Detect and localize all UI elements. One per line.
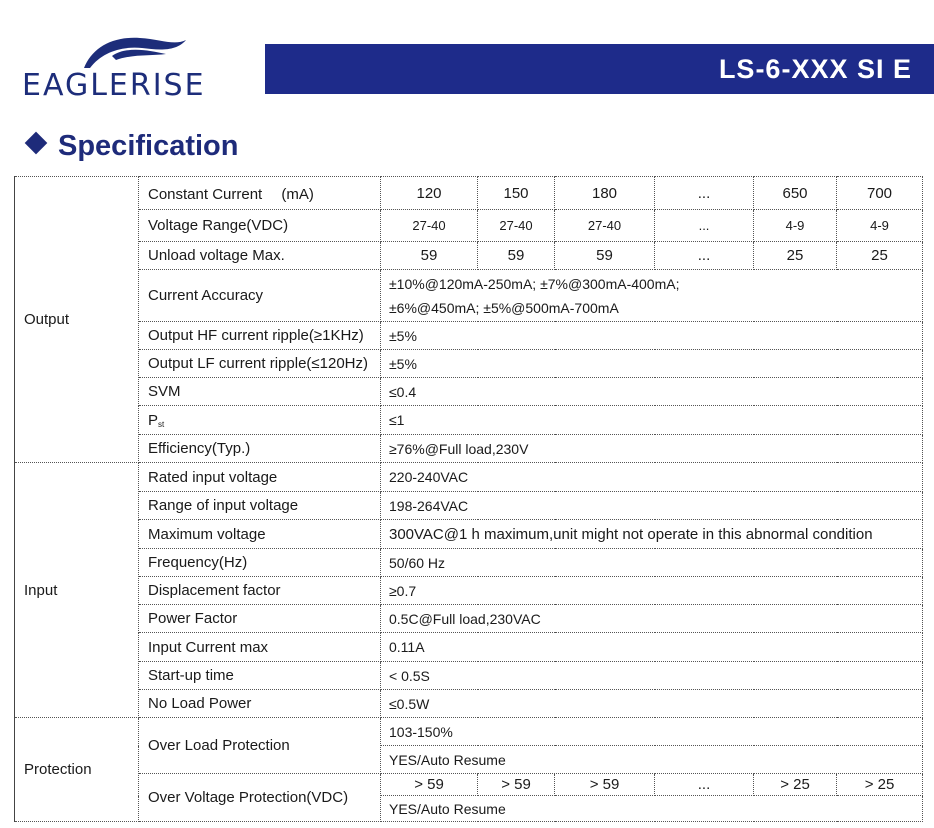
eagle-wing-icon: [82, 34, 192, 70]
cell-value: > 59: [381, 774, 478, 796]
cell-value: 4-9: [837, 210, 923, 242]
table-row: [15, 520, 923, 549]
table-row: [15, 210, 923, 242]
cell-value: YES/Auto Resume: [381, 746, 923, 774]
cell-value: 27-40: [555, 210, 655, 242]
param-label: Constant Current (mA): [139, 177, 381, 210]
cell-value: ±5%: [381, 350, 923, 378]
table-row: [15, 605, 923, 633]
cell-value: > 25: [837, 774, 923, 796]
param-label: Start-up time: [139, 662, 381, 690]
param-label: Output HF current ripple(≥1KHz): [139, 322, 381, 350]
table-row: [15, 435, 923, 463]
cell-value: 25: [754, 242, 837, 270]
diamond-bullet-icon: [25, 132, 48, 155]
cell-value: ...: [655, 177, 754, 210]
company-logo: [22, 34, 222, 103]
table-row: [15, 774, 923, 796]
category-output: Output: [15, 177, 139, 463]
table-row: [15, 378, 923, 406]
model-banner: [265, 44, 934, 94]
category-protection: Protection: [15, 718, 139, 822]
table-row: [15, 549, 923, 577]
param-label: Range of input voltage: [139, 492, 381, 520]
cell-value: 27-40: [478, 210, 555, 242]
category-input: Input: [15, 463, 139, 718]
cell-value: 650: [754, 177, 837, 210]
cell-value: ≥0.7: [381, 577, 923, 605]
table-row: [15, 633, 923, 662]
accuracy-line-1: ±10%@120mA-250mA; ±7%@300mA-400mA;: [389, 275, 680, 292]
current-accuracy-value: [381, 270, 923, 322]
cell-value: 0.11A: [381, 633, 923, 662]
cell-value: 50/60 Hz: [381, 549, 923, 577]
param-label: Over Voltage Protection(VDC): [139, 774, 381, 822]
param-label: Over Load Protection: [139, 718, 381, 774]
param-label: Displacement factor: [139, 577, 381, 605]
cell-value: 300VAC@1 h maximum,unit might not operate in this abnormal condition: [381, 520, 923, 549]
cell-value: 180: [555, 177, 655, 210]
cell-value: ±5%: [381, 322, 923, 350]
table-row: [15, 242, 923, 270]
cell-value: 0.5C@Full load,230VAC: [381, 605, 923, 633]
param-label: Current Accuracy: [139, 270, 381, 322]
param-label: Frequency(Hz): [139, 549, 381, 577]
cell-value: ...: [655, 774, 754, 796]
cell-value: 59: [478, 242, 555, 270]
param-label: Input Current max: [139, 633, 381, 662]
table-row: [15, 718, 923, 746]
cell-value: 700: [837, 177, 923, 210]
table-row: [15, 492, 923, 520]
param-label: SVM: [139, 378, 381, 406]
table-row: [15, 350, 923, 378]
table-row: [15, 577, 923, 605]
accuracy-line-2: ±6%@450mA; ±5%@500mA-700mA: [389, 299, 619, 316]
cell-value: 103-150%: [381, 718, 923, 746]
param-label: Rated input voltage: [139, 463, 381, 492]
table-row: [15, 662, 923, 690]
cell-value: ≤0.4: [381, 378, 923, 406]
cell-value: 198-264VAC: [381, 492, 923, 520]
cell-value: 59: [381, 242, 478, 270]
table-row: [15, 177, 923, 210]
param-label: Efficiency(Typ.): [139, 435, 381, 463]
cell-value: 59: [555, 242, 655, 270]
brand-name: EAGLERISE: [22, 68, 206, 103]
cell-value: > 59: [478, 774, 555, 796]
cell-value: ≥76%@Full load,230V: [381, 435, 923, 463]
cell-value: 220-240VAC: [381, 463, 923, 492]
param-label: Output LF current ripple(≤120Hz): [139, 350, 381, 378]
table-row: [15, 322, 923, 350]
cell-value: 120: [381, 177, 478, 210]
table-row: [15, 270, 923, 322]
param-label: No Load Power: [139, 690, 381, 718]
param-label: [139, 406, 381, 435]
table-row: [15, 463, 923, 492]
cell-value: ≤1: [381, 406, 923, 435]
pst-label-sub: st: [158, 419, 165, 429]
cell-value: 25: [837, 242, 923, 270]
table-row: [15, 406, 923, 435]
cell-value: ...: [655, 210, 754, 242]
section-heading-text: Specification: [58, 130, 239, 162]
cell-value: 4-9: [754, 210, 837, 242]
param-label: Unload voltage Max.: [139, 242, 381, 270]
cell-value: < 0.5S: [381, 662, 923, 690]
param-label: Power Factor: [139, 605, 381, 633]
param-label: Voltage Range(VDC): [139, 210, 381, 242]
cell-value: YES/Auto Resume: [381, 796, 923, 822]
section-heading: [28, 130, 239, 163]
cell-value: > 59: [555, 774, 655, 796]
cell-value: 150: [478, 177, 555, 210]
cell-value: ≤0.5W: [381, 690, 923, 718]
cell-value: ...: [655, 242, 754, 270]
table-row: [15, 690, 923, 718]
param-label: Maximum voltage: [139, 520, 381, 549]
cell-value: > 25: [754, 774, 837, 796]
pst-label-main: P: [148, 411, 159, 429]
model-number: LS-6-XXX SI E: [718, 54, 912, 84]
cell-value: 27-40: [381, 210, 478, 242]
specification-table: [14, 176, 923, 822]
